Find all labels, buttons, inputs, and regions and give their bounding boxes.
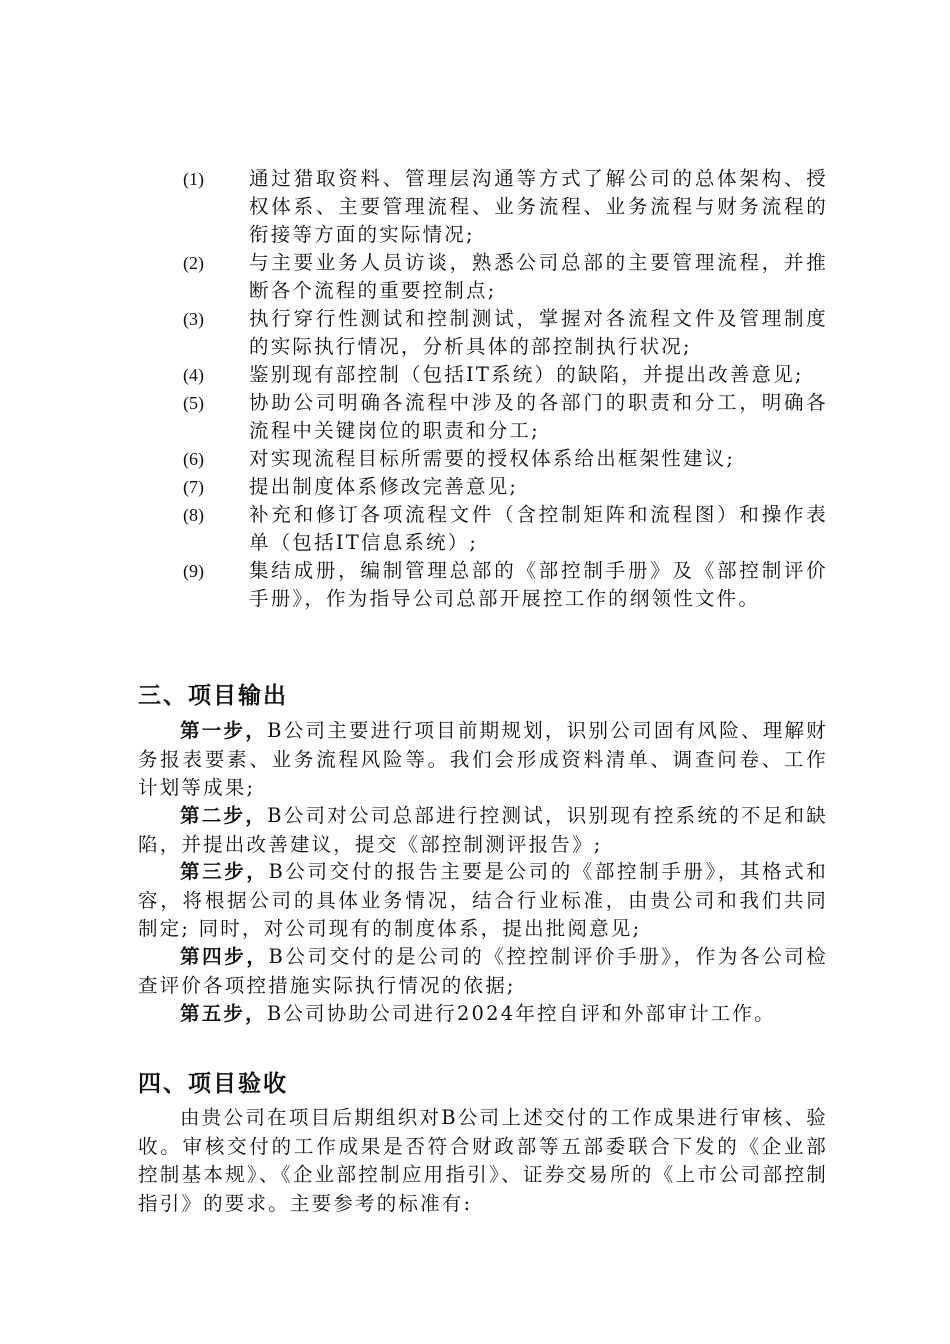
list-item-text: 协助公司明确各流程中涉及的各部门的职责和分工，明确各流程中关键岗位的职责和分工; — [249, 391, 828, 442]
list-item-text: 补充和修订各项流程文件（含控制矩阵和流程图）和操作表单（包括IT信息系统）; — [249, 503, 828, 554]
numbered-list — [183, 165, 828, 613]
list-item — [183, 501, 828, 557]
step-text: B公司协助公司进行2024年控自评和外部审计工作。 — [266, 1002, 776, 1025]
step-paragraph — [138, 802, 828, 859]
step-label: 第五步， — [180, 1002, 267, 1025]
acceptance-paragraph: 由贵公司在项目后期组织对B公司上述交付的工作成果进行审核、验收。审核交付的工作成果是否符合财政部等五部委联合下发的《企业部控制基本规》、《企业部控制应用指引》、证券交易所的《上市公司部控制指引》的要求。主要参考的标准有: — [138, 1106, 828, 1215]
list-item — [183, 249, 828, 305]
step-label: 第二步， — [180, 804, 268, 827]
list-item-text: 鉴别现有部控制（包括IT系统）的缺陷，并提出改善意见; — [249, 363, 804, 386]
list-item-number: (2) — [183, 253, 204, 273]
list-item — [183, 389, 828, 445]
step-paragraph — [138, 943, 828, 1000]
list-item — [183, 305, 828, 361]
list-item — [183, 361, 828, 389]
step-text: B公司主要进行项目前期规划，识别公司固有风险、理解财务报表要素、业务流程风险等。我们会形成资料清单、调查问卷、工作计划等成果; — [138, 719, 828, 799]
step-label: 第一步， — [180, 719, 268, 742]
section-heading-project-acceptance: 四、项目验收 — [138, 1071, 288, 1097]
list-item — [183, 473, 828, 501]
list-item-text: 通过猎取资料、管理层沟通等方式了解公司的总体架构、授权体系、主要管理流程、业务流程、业务流程与财务流程的衔接等方面的实际情况; — [249, 167, 828, 246]
list-item-number: (5) — [183, 393, 204, 413]
list-item — [183, 445, 828, 473]
list-item-number: (7) — [183, 477, 204, 497]
list-item-text: 提出制度体系修改完善意见; — [249, 475, 519, 498]
list-item-number: (6) — [183, 449, 204, 469]
list-item-text: 执行穿行性测试和控制测试，掌握对各流程文件及管理制度的实际执行情况，分析具体的部控制执行状况; — [249, 307, 828, 358]
list-item-number: (4) — [183, 365, 204, 385]
list-item-text: 集结成册，编制管理总部的《部控制手册》及《部控制评价手册》，作为指导公司总部开展控工作的纲领性文件。 — [249, 559, 828, 610]
step-text: B公司交付的报告主要是公司的《部控制手册》，其格式和容，将根据公司的具体业务情况，结合行业标准，由贵公司和我们共同制定; 同时，对公司现有的制度体系，提出批阅意见; — [138, 860, 828, 940]
step-paragraph — [138, 1000, 828, 1029]
step-label: 第三步， — [180, 860, 269, 883]
section-heading-project-output: 三、项目输出 — [138, 683, 288, 709]
list-item — [183, 557, 828, 613]
step-paragraph — [138, 858, 828, 944]
list-item-number: (3) — [183, 309, 204, 329]
step-text: B公司对公司总部进行控测试，识别现有控系统的不足和缺陷，并提出改善建议，提交《部控制测评报告》; — [138, 804, 828, 856]
list-item-number: (8) — [183, 505, 204, 525]
list-item — [183, 165, 828, 249]
list-item-number: (1) — [183, 169, 204, 189]
list-item-text: 与主要业务人员访谈，熟悉公司总部的主要管理流程，并推断各个流程的重要控制点; — [249, 251, 828, 302]
list-item-text: 对实现流程目标所需要的授权体系给出框架性建议; — [249, 447, 736, 470]
step-text: B公司交付的是公司的《控控制评价手册》，作为各公司检查评价各项控措施实际执行情况的依据; — [138, 945, 828, 997]
step-label: 第四步， — [180, 945, 269, 968]
step-paragraph — [138, 717, 828, 803]
list-item-number: (9) — [183, 561, 204, 581]
